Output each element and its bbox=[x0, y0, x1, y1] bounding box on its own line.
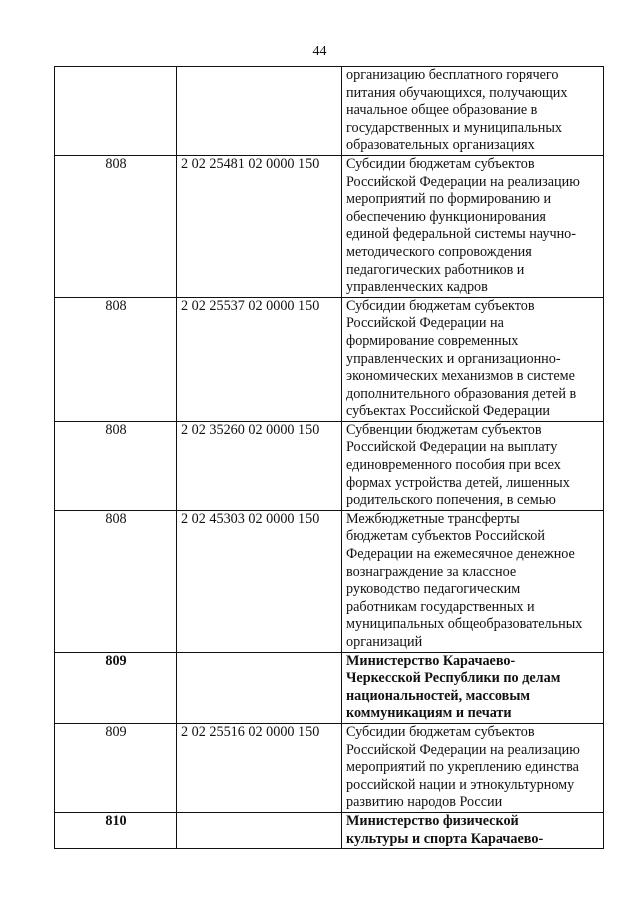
name-line: педагогических работников и bbox=[346, 261, 525, 278]
revenue-name-cell bbox=[342, 652, 604, 723]
name-line: вознаграждение за классное bbox=[346, 563, 517, 580]
table-row bbox=[55, 67, 604, 156]
name-line: дополнительного образования детей в bbox=[346, 385, 577, 402]
name-line: Российской Федерации на реализацию bbox=[346, 741, 580, 758]
table-row bbox=[55, 812, 604, 848]
name-line: единой федеральной системы научно- bbox=[346, 226, 577, 243]
revenue-name-cell bbox=[342, 723, 604, 812]
revenue-code-cell: 2 02 25516 02 0000 150 bbox=[177, 723, 342, 812]
name-line: государственных и муниципальных bbox=[346, 119, 562, 136]
name-line: экономических механизмов в системе bbox=[346, 368, 575, 385]
name-line: развитию народов России bbox=[346, 794, 503, 811]
name-line: мероприятий по укреплению единства bbox=[346, 759, 579, 776]
name-line: бюджетам субъектов Российской bbox=[346, 528, 545, 545]
name-line: национальностей, массовым bbox=[346, 687, 531, 704]
revenue-name-cell bbox=[342, 421, 604, 510]
name-line: формах устройства детей, лишенных bbox=[346, 474, 570, 491]
table-row bbox=[55, 421, 604, 510]
name-line: Межбюджетные трансферты bbox=[346, 510, 520, 527]
budget-classification-table bbox=[54, 66, 604, 849]
name-line: Субсидии бюджетам субъектов bbox=[346, 155, 535, 172]
admin-code-cell: 808 bbox=[55, 421, 177, 510]
revenue-name-cell bbox=[342, 67, 604, 156]
name-line: управленческих и организационно- bbox=[346, 350, 561, 367]
table-row bbox=[55, 155, 604, 297]
admin-code-cell: 808 bbox=[55, 155, 177, 297]
revenue-code-cell: 2 02 25481 02 0000 150 bbox=[177, 155, 342, 297]
name-line: Черкесской Республики по делам bbox=[346, 670, 561, 687]
name-line: единовременного пособия при всех bbox=[346, 457, 561, 474]
admin-code-cell: 810 bbox=[55, 812, 177, 848]
name-line: муниципальных общеобразовательных bbox=[346, 616, 583, 633]
admin-code-cell: 809 bbox=[55, 723, 177, 812]
name-line: организацию бесплатного горячего bbox=[346, 67, 559, 83]
table-row bbox=[55, 510, 604, 652]
name-line: Субсидии бюджетам субъектов bbox=[346, 297, 535, 314]
revenue-code-cell: 2 02 25537 02 0000 150 bbox=[177, 297, 342, 421]
name-line: управленческих кадров bbox=[346, 279, 488, 296]
admin-code-cell bbox=[55, 67, 177, 156]
revenue-code-cell: 2 02 35260 02 0000 150 bbox=[177, 421, 342, 510]
revenue-name-cell bbox=[342, 812, 604, 848]
name-line: Федерации на ежемесячное денежное bbox=[346, 546, 575, 563]
name-line: коммуникациям и печати bbox=[346, 705, 512, 722]
name-line: питания обучающихся, получающих bbox=[346, 84, 568, 101]
name-line: мероприятий по формированию и bbox=[346, 191, 552, 208]
table-row bbox=[55, 297, 604, 421]
revenue-name-cell bbox=[342, 297, 604, 421]
name-line: культуры и спорта Карачаево- bbox=[346, 830, 544, 847]
name-line: руководство педагогическим bbox=[346, 581, 521, 598]
name-line: Российской Федерации на bbox=[346, 315, 504, 332]
name-line: работникам государственных и bbox=[346, 598, 535, 615]
name-line: Субвенции бюджетам субъектов bbox=[346, 421, 542, 438]
table-row bbox=[55, 652, 604, 723]
revenue-code-cell: 2 02 45303 02 0000 150 bbox=[177, 510, 342, 652]
revenue-code-cell bbox=[177, 652, 342, 723]
admin-code-cell: 808 bbox=[55, 510, 177, 652]
name-line: субъектах Российской Федерации bbox=[346, 403, 550, 420]
admin-code-cell: 809 bbox=[55, 652, 177, 723]
revenue-code-cell bbox=[177, 67, 342, 156]
name-line: формирование современных bbox=[346, 332, 519, 349]
name-line: Российской Федерации на реализацию bbox=[346, 173, 580, 190]
revenue-name-cell bbox=[342, 510, 604, 652]
revenue-code-cell bbox=[177, 812, 342, 848]
admin-code-cell: 808 bbox=[55, 297, 177, 421]
name-line: обеспечению функционирования bbox=[346, 208, 546, 225]
name-line: образовательных организациях bbox=[346, 137, 535, 154]
revenue-name-cell bbox=[342, 155, 604, 297]
name-line: Субсидии бюджетам субъектов bbox=[346, 723, 535, 740]
name-line: Министерство физической bbox=[346, 812, 519, 829]
name-line: Министерство Карачаево- bbox=[346, 652, 516, 669]
name-line: Российской Федерации на выплату bbox=[346, 439, 558, 456]
name-line: методического сопровождения bbox=[346, 243, 532, 260]
name-line: родительского попечения, в семью bbox=[346, 492, 556, 509]
page-number: 44 bbox=[312, 44, 327, 59]
name-line: российской нации и этнокультурному bbox=[346, 776, 575, 793]
table-row bbox=[55, 723, 604, 812]
name-line: организаций bbox=[346, 634, 423, 650]
name-line: начальное общее образование в bbox=[346, 102, 538, 119]
